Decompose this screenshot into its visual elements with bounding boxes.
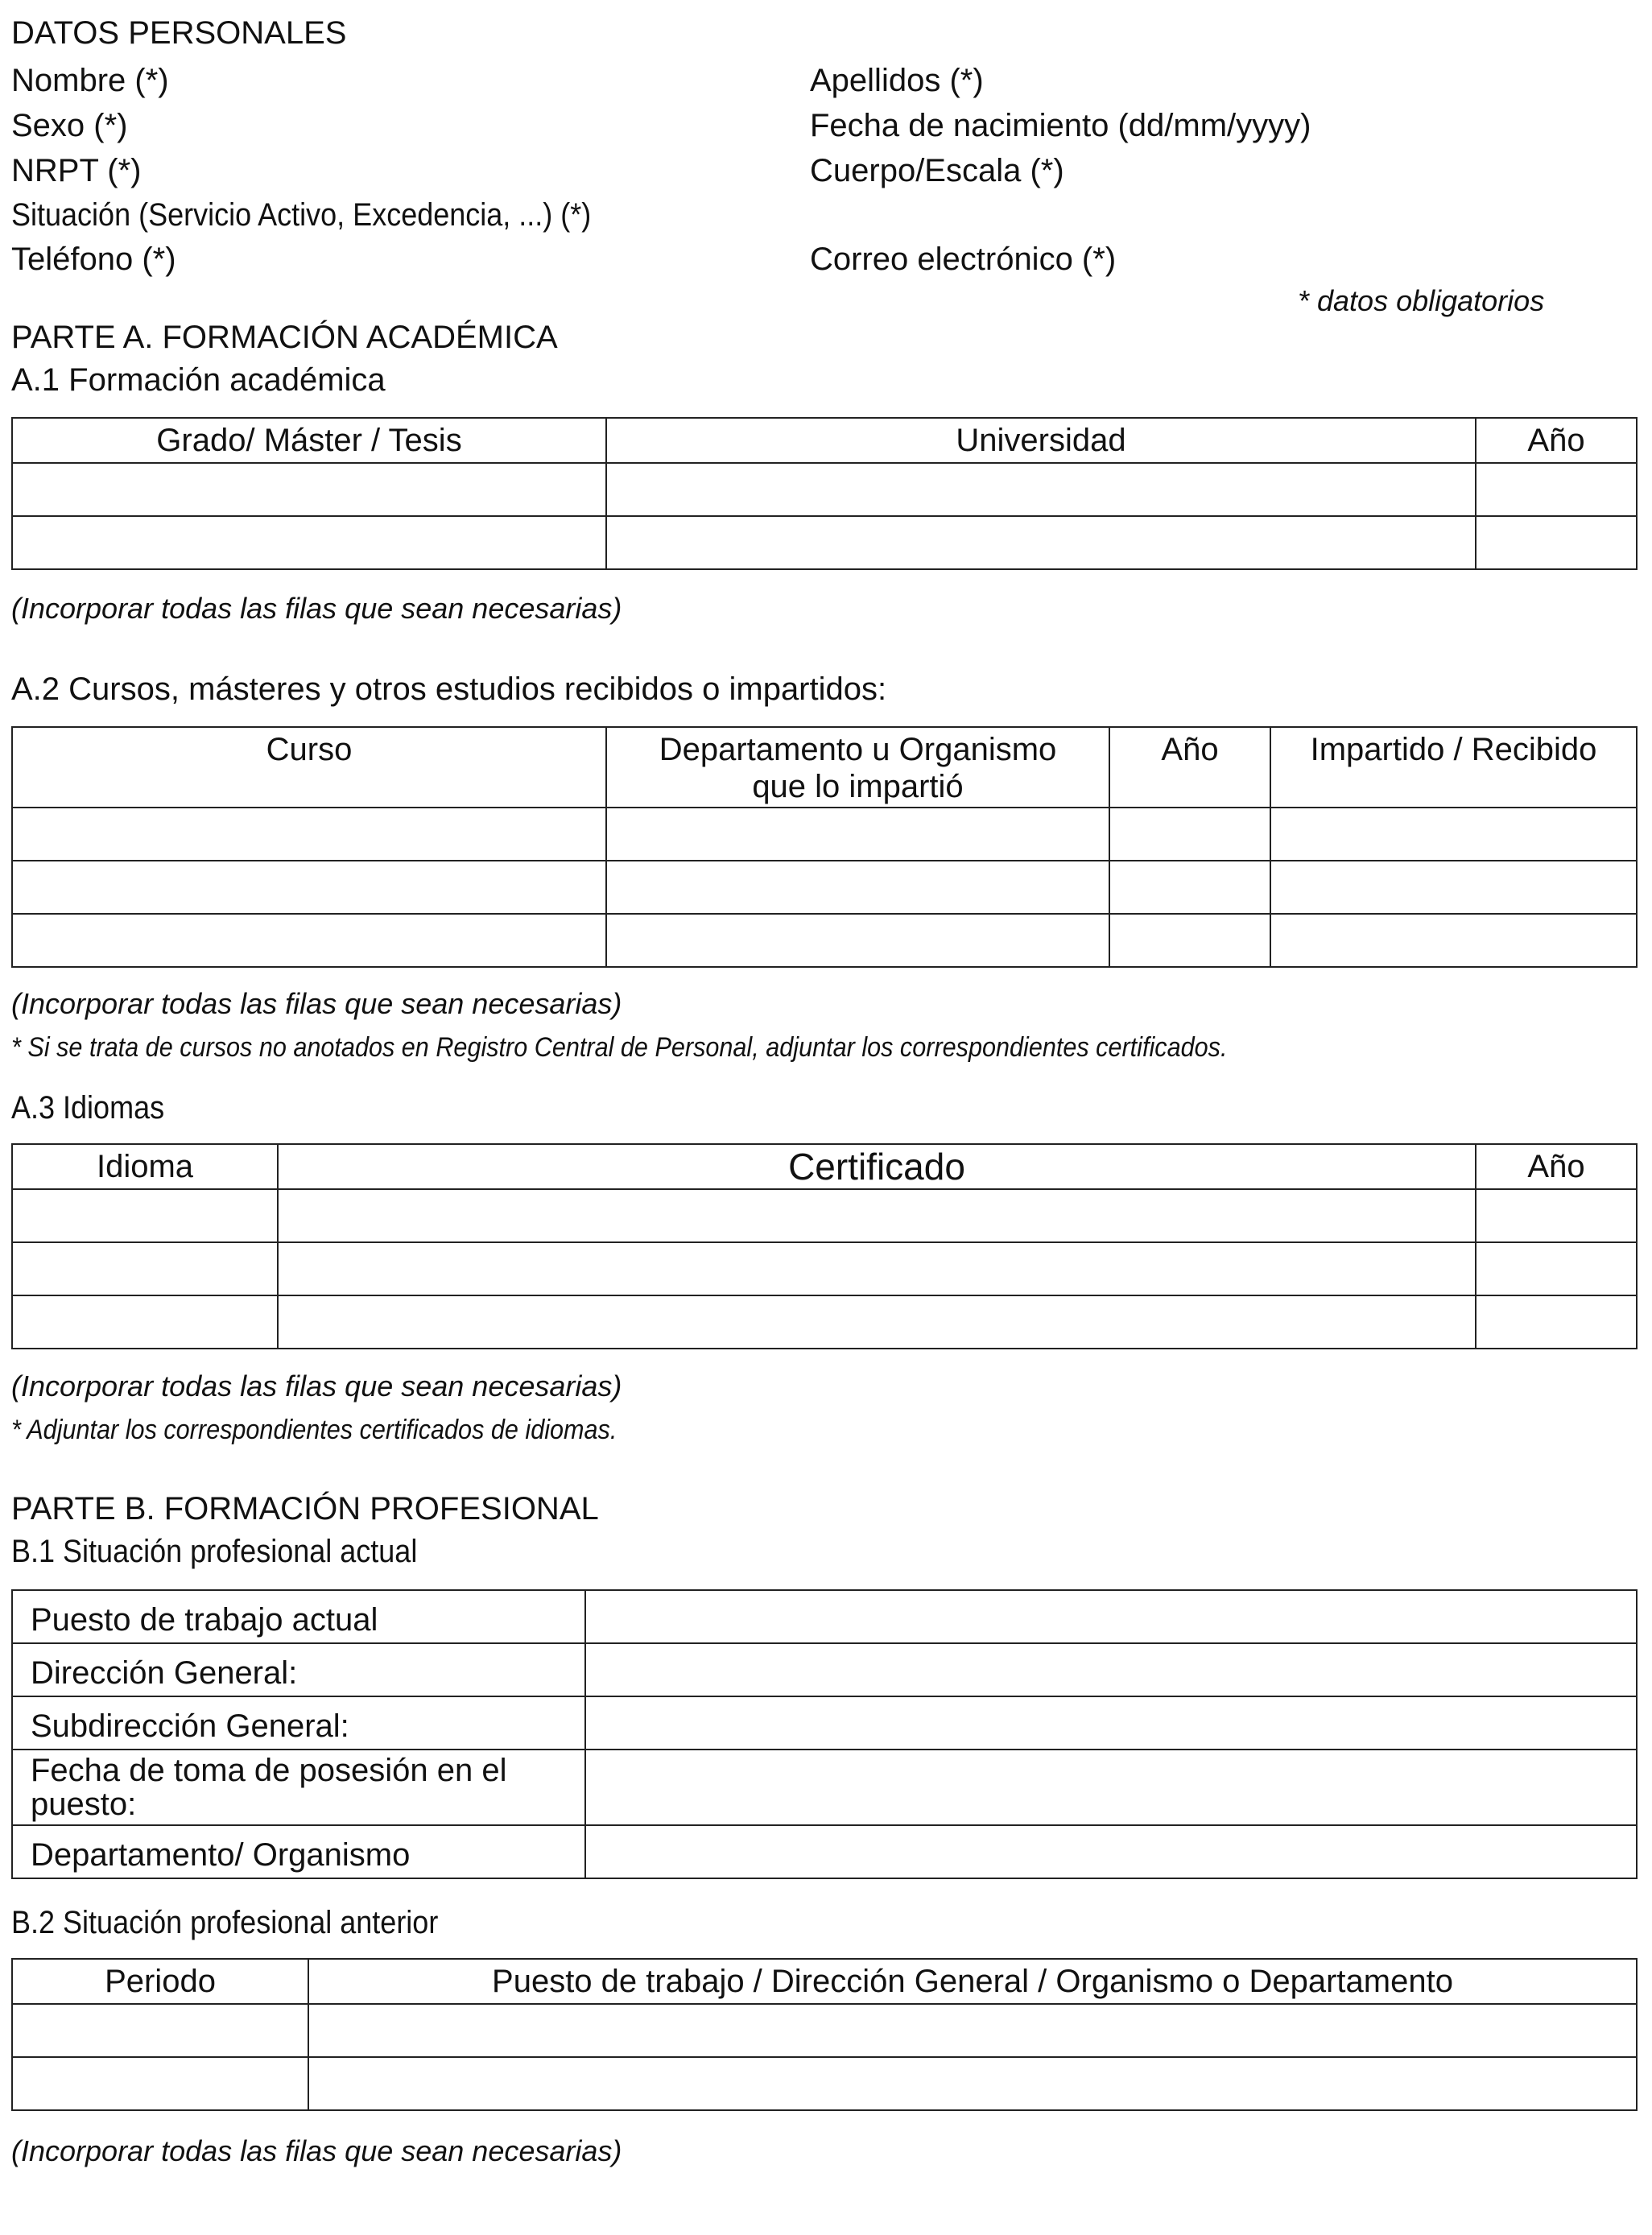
a3-header-ano: Año [1476, 1144, 1637, 1189]
field-sexo: Sexo (*) [11, 108, 128, 143]
a1-header-ano: Año [1476, 418, 1637, 463]
b2-header-puesto: Puesto de trabajo / Dirección General / Organismo o Departamento [308, 1959, 1637, 2004]
a2-cell[interactable] [1270, 808, 1637, 861]
field-situacion: Situación (Servicio Activo, Excedencia, ...) (*) [11, 197, 592, 233]
a3-cell[interactable] [278, 1189, 1476, 1242]
b2-note: (Incorporar todas las filas que sean necesarias) [11, 2134, 622, 2167]
b2-header-row [12, 1959, 1637, 2004]
a3-cell[interactable] [278, 1295, 1476, 1349]
table-row [12, 516, 1637, 569]
a2-header-curso: Curso [12, 727, 606, 808]
a2-cell[interactable] [1109, 914, 1270, 967]
a3-cell[interactable] [12, 1189, 278, 1242]
a2-cell[interactable] [12, 914, 606, 967]
a2-cell[interactable] [606, 914, 1109, 967]
a1-cell[interactable] [1476, 516, 1637, 569]
a2-note: (Incorporar todas las filas que sean necesarias) [11, 987, 622, 1020]
a2-header-departamento-line1: Departamento u Organismo [659, 732, 1057, 767]
table-row [12, 808, 1637, 861]
a3-note: (Incorporar todas las filas que sean necesarias) [11, 1370, 622, 1403]
parte-b-title: PARTE B. FORMACIÓN PROFESIONAL [11, 1491, 599, 1526]
b1-label-fecha-posesion-line1: Fecha de toma de posesión en el [31, 1753, 507, 1788]
a2-header-row [12, 727, 1637, 808]
mandatory-note: * datos obligatorios [1298, 284, 1545, 317]
table-row [12, 463, 1637, 516]
b1-table [11, 1589, 1638, 1879]
a3-cell[interactable] [12, 1295, 278, 1349]
b1-label-departamento: Departamento/ Organismo [12, 1825, 585, 1878]
a2-cell[interactable] [1270, 914, 1637, 967]
b2-header-periodo: Periodo [12, 1959, 308, 2004]
a3-title: A.3 Idiomas [11, 1090, 165, 1126]
a2-cell[interactable] [12, 808, 606, 861]
b1-value-subdireccion[interactable] [585, 1696, 1637, 1750]
table-row [12, 914, 1637, 967]
a1-header-universidad: Universidad [606, 418, 1476, 463]
a1-cell[interactable] [12, 516, 606, 569]
personal-title: DATOS PERSONALES [11, 15, 347, 51]
table-row [12, 1696, 1637, 1750]
table-row [12, 1825, 1637, 1878]
b1-label-subdireccion: Subdirección General: [12, 1696, 585, 1750]
b2-cell[interactable] [308, 2057, 1637, 2110]
a2-cell[interactable] [606, 808, 1109, 861]
table-row [12, 1750, 1637, 1825]
a1-header-row [12, 418, 1637, 463]
a3-cell[interactable] [1476, 1189, 1637, 1242]
a3-header-certificado: Certificado [278, 1144, 1476, 1189]
a1-title: A.1 Formación académica [11, 362, 386, 398]
a1-cell[interactable] [12, 463, 606, 516]
a3-header-row [12, 1144, 1637, 1189]
a2-header-departamento-line2: que lo impartió [752, 769, 964, 804]
table-row [12, 2004, 1637, 2057]
a3-cell[interactable] [1476, 1295, 1637, 1349]
field-cuerpo-escala: Cuerpo/Escala (*) [810, 153, 1064, 188]
field-telefono: Teléfono (*) [11, 242, 176, 277]
b1-value-puesto[interactable] [585, 1590, 1637, 1643]
b2-cell[interactable] [12, 2004, 308, 2057]
table-row [12, 1643, 1637, 1696]
a2-cell[interactable] [1109, 861, 1270, 914]
a3-cell[interactable] [1476, 1242, 1637, 1295]
b1-label-puesto: Puesto de trabajo actual [12, 1590, 585, 1643]
a1-cell[interactable] [606, 516, 1476, 569]
a2-header-ano: Año [1109, 727, 1270, 808]
a3-cell[interactable] [278, 1242, 1476, 1295]
a2-header-departamento [606, 727, 1109, 808]
a2-cell[interactable] [1270, 861, 1637, 914]
a1-cell[interactable] [606, 463, 1476, 516]
field-nrpt: NRPT (*) [11, 153, 142, 188]
a1-note: (Incorporar todas las filas que sean necesarias) [11, 592, 622, 625]
table-row [12, 2057, 1637, 2110]
a2-cell[interactable] [1109, 808, 1270, 861]
a1-cell[interactable] [1476, 463, 1637, 516]
table-row [12, 1189, 1637, 1242]
a2-table [11, 726, 1638, 968]
table-row [12, 1242, 1637, 1295]
b1-label-direccion: Dirección General: [12, 1643, 585, 1696]
b1-value-direccion[interactable] [585, 1643, 1637, 1696]
table-row [12, 861, 1637, 914]
field-correo: Correo electrónico (*) [810, 242, 1117, 277]
b2-table [11, 1958, 1638, 2111]
a3-header-idioma: Idioma [12, 1144, 278, 1189]
field-apellidos: Apellidos (*) [810, 63, 984, 98]
a1-table [11, 417, 1638, 570]
b1-value-fecha-posesion[interactable] [585, 1750, 1637, 1825]
b1-value-departamento[interactable] [585, 1825, 1637, 1878]
b2-cell[interactable] [308, 2004, 1637, 2057]
a3-note-certificados: * Adjuntar los correspondientes certificados de idiomas. [11, 1415, 617, 1445]
a2-header-impartido: Impartido / Recibido [1270, 727, 1637, 808]
b2-cell[interactable] [12, 2057, 308, 2110]
field-fecha-nacimiento: Fecha de nacimiento (dd/mm/yyyy) [810, 108, 1311, 143]
a2-cell[interactable] [606, 861, 1109, 914]
table-row [12, 1590, 1637, 1643]
table-row [12, 1295, 1637, 1349]
parte-a-title: PARTE A. FORMACIÓN ACADÉMICA [11, 320, 558, 355]
a3-table [11, 1143, 1638, 1349]
b1-label-fecha-posesion [12, 1750, 585, 1825]
a3-cell[interactable] [12, 1242, 278, 1295]
b1-label-fecha-posesion-line2: puesto: [31, 1787, 137, 1822]
a2-note-certificados: * Si se trata de cursos no anotados en Registro Central de Personal, adjuntar los correspondientes certificados. [11, 1032, 1228, 1063]
b1-title: B.1 Situación profesional actual [11, 1534, 418, 1569]
b2-title: B.2 Situación profesional anterior [11, 1905, 439, 1940]
a2-title: A.2 Cursos, másteres y otros estudios recibidos o impartidos: [11, 671, 887, 707]
field-nombre: Nombre (*) [11, 63, 169, 98]
a1-header-grado: Grado/ Máster / Tesis [12, 418, 606, 463]
a2-cell[interactable] [12, 861, 606, 914]
